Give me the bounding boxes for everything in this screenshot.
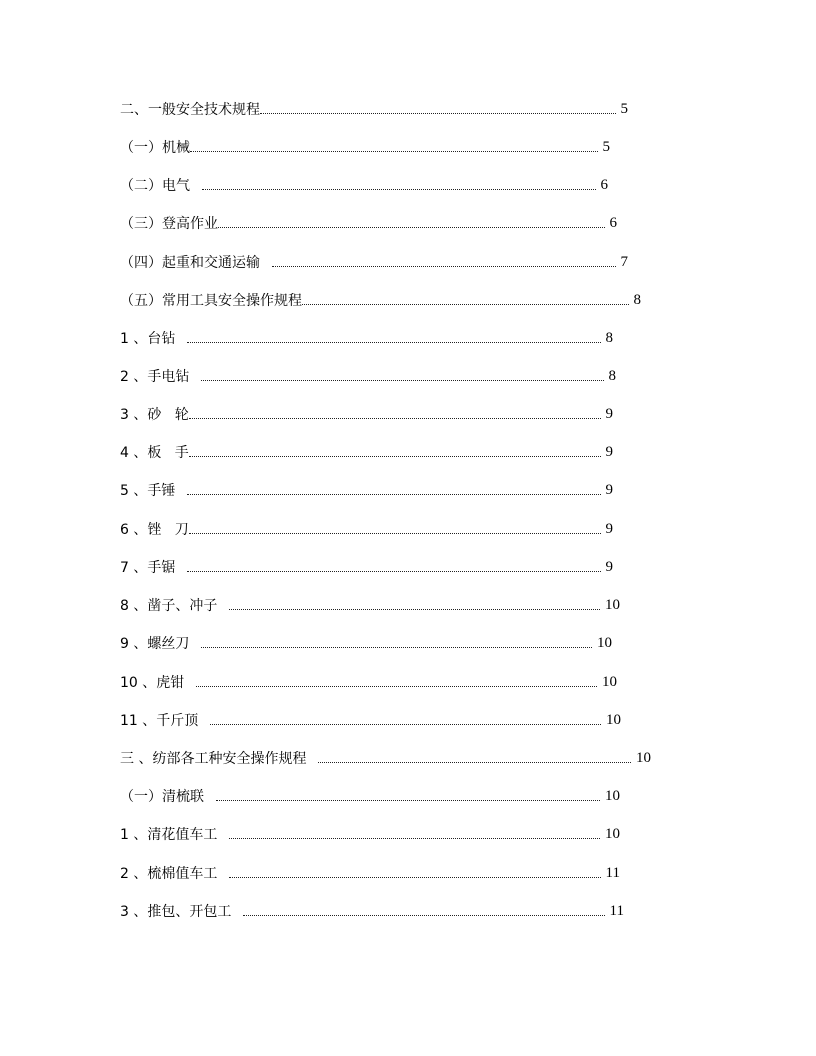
- toc-entry-page-number: 9: [605, 443, 613, 460]
- toc-entry-page-number: 10: [636, 749, 651, 766]
- toc-entry[interactable]: [120, 213, 617, 233]
- toc-entry[interactable]: [120, 863, 620, 883]
- dot-leader: [260, 99, 616, 119]
- toc-entry[interactable]: [120, 99, 628, 119]
- toc-entry[interactable]: [120, 901, 624, 921]
- dot-leader: [189, 519, 601, 539]
- toc-entry[interactable]: [120, 442, 613, 462]
- toc-entry[interactable]: [120, 175, 608, 195]
- toc-entry-page-number: 9: [605, 481, 613, 498]
- toc-entry-page-number: 9: [605, 520, 613, 537]
- toc-entry-page-number: 10: [605, 825, 620, 842]
- toc-entry-title: 9 、螺丝刀: [120, 636, 190, 652]
- dot-leader: [189, 442, 601, 462]
- dot-leader: [187, 328, 600, 348]
- toc-entry-title: 11 、千斤顶: [120, 713, 199, 729]
- toc-entry-page-number: 11: [609, 902, 624, 919]
- toc-entry-page-number: 11: [605, 864, 620, 881]
- toc-entry-page-number: 10: [597, 634, 612, 651]
- toc-entry[interactable]: [120, 328, 613, 348]
- toc-entry-page-number: 8: [633, 291, 641, 308]
- toc-entry-title: （四）起重和交通运输: [120, 255, 260, 271]
- dot-leader: [272, 252, 616, 272]
- toc-entry[interactable]: [120, 786, 620, 806]
- toc-entry[interactable]: [120, 557, 613, 577]
- dot-leader: [218, 213, 605, 233]
- dot-leader: [202, 175, 596, 195]
- toc-entry[interactable]: [120, 480, 613, 500]
- toc-entry-page-number: 10: [605, 787, 620, 804]
- toc-entry-page-number: 10: [606, 711, 621, 728]
- toc-entry-title: 8 、凿子、冲子: [120, 598, 218, 614]
- toc-entry[interactable]: [120, 290, 641, 310]
- toc-entry[interactable]: [120, 252, 628, 272]
- toc-entry[interactable]: [120, 710, 621, 730]
- toc-entry-page-number: 10: [605, 596, 620, 613]
- toc-entry-page-number: 8: [605, 329, 613, 346]
- dot-leader: [187, 480, 600, 500]
- toc-entry-title: 10 、虎钳: [120, 675, 185, 691]
- dot-leader: [302, 290, 629, 310]
- toc-entry-page-number: 6: [609, 214, 617, 231]
- dot-leader: [229, 595, 600, 615]
- toc-entry-page-number: 6: [600, 176, 608, 193]
- toc-entry-page-number: 7: [620, 253, 628, 270]
- toc-entry-title: 三 、纺部各工种安全操作规程: [120, 751, 307, 767]
- toc-entry-page-number: 5: [602, 138, 610, 155]
- toc-entry-title: 6 、锉 刀: [120, 522, 189, 538]
- toc-entry-title: 1 、台钻: [120, 331, 176, 347]
- toc-entry-page-number: 9: [605, 558, 613, 575]
- toc-entry-title: 5 、手锤: [120, 483, 176, 499]
- toc-entry-page-number: 5: [620, 100, 628, 117]
- dot-leader: [229, 863, 600, 883]
- toc-entry[interactable]: [120, 366, 616, 386]
- toc-entry-title: 7 、手锯: [120, 560, 176, 576]
- toc-entry[interactable]: [120, 633, 612, 653]
- toc-entry-title: （三）登高作业: [120, 216, 218, 232]
- toc-entry-title: 2 、手电钻: [120, 369, 190, 385]
- dot-leader: [187, 557, 600, 577]
- toc-entry-title: 2 、梳棉值车工: [120, 866, 218, 882]
- dot-leader: [189, 404, 601, 424]
- dot-leader: [229, 824, 600, 844]
- toc-entry-page-number: 8: [608, 367, 616, 384]
- dot-leader: [201, 366, 603, 386]
- toc-entry-title: 4 、板 手: [120, 445, 189, 461]
- dot-leader: [216, 786, 600, 806]
- dot-leader: [243, 901, 604, 921]
- toc-entry-title: 3 、砂 轮: [120, 407, 189, 423]
- toc-entry-title: 1 、清花值车工: [120, 827, 218, 843]
- dot-leader: [318, 748, 631, 768]
- toc-entry[interactable]: [120, 748, 651, 768]
- toc-entry[interactable]: [120, 519, 613, 539]
- toc-entry-title: 3 、推包、开包工: [120, 904, 232, 920]
- toc-entry-title: （五）常用工具安全操作规程: [120, 293, 302, 309]
- toc-entry-title: 二、一般安全技术规程: [120, 102, 260, 118]
- toc-entry-title: （二）电气: [120, 178, 190, 194]
- toc-entry[interactable]: [120, 404, 613, 424]
- dot-leader: [210, 710, 601, 730]
- toc-entry-title: （一）清梳联: [120, 789, 204, 805]
- toc-entry-title: （一）机械: [120, 140, 190, 156]
- dot-leader: [196, 672, 597, 692]
- toc-entry-page-number: 9: [605, 405, 613, 422]
- toc-entry[interactable]: [120, 595, 620, 615]
- toc-entry[interactable]: [120, 824, 620, 844]
- dot-leader: [190, 137, 598, 157]
- toc-entry[interactable]: [120, 137, 610, 157]
- toc-entry-page-number: 10: [602, 673, 617, 690]
- dot-leader: [201, 633, 592, 653]
- toc-entry[interactable]: [120, 672, 617, 692]
